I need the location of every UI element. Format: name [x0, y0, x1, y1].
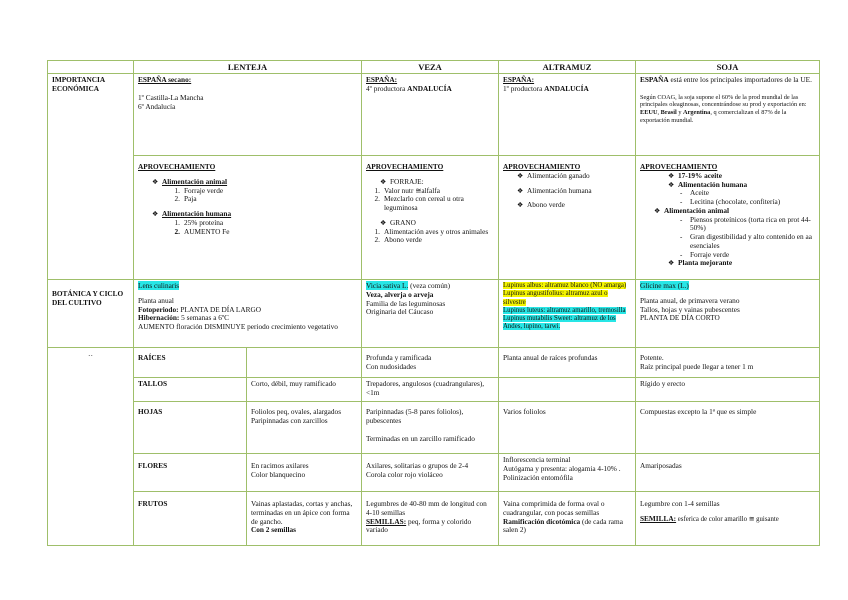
list-item: [138, 228, 357, 237]
cell-line: Autógama y presenta: alogamia 4-10% .: [503, 463, 621, 473]
diamond-bullet-icon: ❖: [654, 206, 661, 215]
cell-line: Rígido y erecto: [640, 379, 685, 389]
list-text: Forraje verde: [184, 185, 224, 195]
lenteja-animal-title: Alimentación animal: [162, 176, 228, 186]
ramificacion-value: (de cada rama salen 2): [503, 516, 623, 535]
list-item: [366, 236, 494, 245]
header-veza: VEZA: [362, 61, 499, 74]
soja-coag-paragraph: [640, 94, 815, 124]
soja-species-name: Glicine max (L.): [640, 281, 689, 291]
flores-lenteja: [247, 454, 362, 492]
frutos-veza: [362, 492, 499, 546]
diamond-bullet-icon: ❖: [517, 171, 524, 180]
list-number: 1.: [374, 226, 380, 236]
altramuz-rank-region: ANDALUCÍA: [544, 83, 589, 93]
soja-sep2: y: [676, 109, 684, 117]
cell-line: Raíz principal puede llegar a tener 1 m: [640, 361, 754, 371]
flores-row: [48, 454, 820, 492]
cell-line: Legumbre con 1-4 semillas: [640, 499, 720, 509]
soja-humana: [640, 181, 815, 190]
list-text: Planta mejorante: [678, 258, 733, 268]
flores-veza: [362, 454, 499, 492]
soja-import-paragraph: [640, 76, 815, 85]
botanica-row: [48, 280, 820, 348]
cell-line: Inflorescencia terminal: [503, 455, 571, 465]
altramuz-species-4: [503, 315, 631, 331]
crop-comparison-table: [47, 60, 820, 546]
altramuz-species-2: [503, 290, 631, 306]
cell-line: Trepadores, angulosos (cuadrangulares), <1m: [366, 379, 485, 397]
diamond-bullet-icon: ❖: [152, 210, 159, 219]
list-text: Alimentación humana: [678, 179, 748, 189]
species-text: Lupinus angustifolius: altramuz azul o silvestre: [503, 290, 608, 306]
raices-lenteja: [247, 348, 362, 378]
list-text: Lecitina (chocolate, confitería): [690, 197, 781, 207]
list-item: [640, 233, 815, 251]
species-text: Lupinus mutabilis Sweet: altramuz de los Andes, lupino, tarwi.: [503, 314, 616, 330]
aprov-soja: [636, 156, 820, 280]
lenteja-rank-2: 6º Andalucía: [138, 101, 176, 111]
frutos-altramuz: [499, 492, 636, 546]
altramuz-species-3: [503, 307, 631, 315]
aprov-veza-title: APROVECHAMIENTO: [366, 162, 444, 172]
soja-eeuu: EEUU: [640, 109, 658, 117]
hojas-label: HOJAS: [134, 402, 247, 454]
list-text: AUMENTO Fe: [184, 226, 230, 236]
aprov-lenteja: [134, 156, 362, 280]
altramuz-rank-text: 1º productora: [503, 83, 545, 93]
header-altramuz: ALTRAMUZ: [499, 61, 636, 74]
lenteja-humana: [138, 210, 357, 219]
diamond-bullet-icon: ❖: [517, 186, 524, 195]
soja-coag-end: , q comercializan el 87% de la exportación mundial.: [640, 109, 787, 124]
importancia-label: IMPORTANCIA ECONÓMICA: [48, 74, 134, 280]
diamond-bullet-icon: ❖: [152, 177, 159, 186]
importancia-row: [48, 74, 820, 156]
list-number: 2.: [174, 226, 180, 236]
list-text: Mezclarlo con cereal u otra leguminosa: [384, 194, 464, 213]
raices-veza: [362, 348, 499, 378]
list-text: Alimentación humana: [527, 185, 592, 195]
botanica-altramuz: [499, 280, 636, 348]
fotoperiodo-value: PLANTA DE DÍA LARGO: [178, 304, 262, 314]
cell-line: Varios foliolos: [503, 407, 546, 417]
veza-common-name: (veza común): [408, 281, 451, 291]
header-row: [48, 61, 820, 74]
list-number: 2.: [174, 194, 180, 204]
list-text: Valor nutr ≅alfalfa: [384, 185, 440, 195]
tallos-soja: [636, 378, 820, 402]
list-text: Alimentación aves y otros animales: [384, 226, 489, 236]
diamond-bullet-icon: ❖: [380, 218, 387, 227]
tallos-altramuz: [499, 378, 636, 402]
list-item: [138, 219, 357, 228]
lenteja-planta-anual: Planta anual: [138, 295, 174, 305]
dash-bullet: -: [680, 250, 683, 259]
header-soja: SOJA: [636, 61, 820, 74]
lenteja-humana-title: Alimentación humana: [162, 209, 232, 219]
hojas-lenteja: [247, 402, 362, 454]
soja-species: [640, 282, 815, 291]
botanica-soja: [636, 280, 820, 348]
aprov-soja-title: APROVECHAMIENTO: [640, 162, 718, 172]
list-item: [138, 187, 357, 196]
diamond-bullet-icon: ❖: [668, 259, 675, 268]
cell-line: Polinización entomófila: [503, 472, 573, 482]
list-text: Gran digestibilidad y alto contenido en aa esenciales: [690, 232, 812, 250]
list-text: Forraje verde: [690, 249, 730, 259]
lenteja-species: [138, 282, 357, 291]
tallos-row: [48, 378, 820, 402]
list-number: 1.: [174, 185, 180, 195]
veza-names: Veza, alverja o arveja: [366, 289, 434, 299]
list-text: Alimentación ganado: [527, 170, 590, 180]
lenteja-semillas: Con 2 semillas: [251, 525, 296, 535]
list-number: 1.: [174, 217, 180, 227]
aprov-veza: [362, 156, 499, 280]
list-text: Aceite: [690, 188, 710, 198]
cell-line: Vaina comprimida de forma oval o cuadrangular, con pocas semillas: [503, 499, 605, 517]
cell-line: Potente.: [640, 353, 664, 363]
lenteja-rank-1: 1º Castilla-La Mancha: [138, 92, 204, 102]
tallos-veza: [362, 378, 499, 402]
veza-espana-title: ESPAÑA:: [366, 75, 398, 85]
list-item: [640, 216, 815, 234]
list-item: [366, 195, 494, 213]
dash-bullet: -: [680, 198, 683, 207]
hojas-soja: [636, 402, 820, 454]
soja-bot-line: Tallos, hojas y vainas pubescentes: [640, 304, 740, 314]
veza-grano-title: GRANO: [390, 217, 416, 227]
diamond-bullet-icon: ❖: [668, 180, 675, 189]
cell-line: Legumbres de 40-80 mm de longitud con 4-10 semillas: [366, 499, 487, 517]
dash-bullet: -: [680, 233, 683, 242]
semillas-value: peq, forma y colorido variado: [366, 516, 472, 535]
cell-line: Profunda y ramificada: [366, 353, 432, 363]
cell-line: Vainas aplastadas, cortas y anchas, terminadas en un ápice con forma de gancho.: [251, 499, 353, 526]
raices-altramuz: [499, 348, 636, 378]
soja-import-text: está entre los principales importadores de la UE.: [668, 75, 812, 85]
cell-line: Amariposadas: [640, 461, 682, 471]
cell-line: Con nudosidades: [366, 361, 417, 371]
frutos-row: [48, 492, 820, 546]
altramuz-rank: [503, 85, 631, 94]
cell-line: Corto, débil, muy ramificado: [251, 379, 336, 389]
soja-bot-line: Planta anual, de primavera verano: [640, 295, 740, 305]
botanica-veza: [362, 280, 499, 348]
veza-forraje-title: FORRAJE:: [390, 176, 424, 186]
diamond-bullet-icon: ❖: [517, 201, 524, 210]
cell-line: Compuestas excepto la 1ª que es simple: [640, 407, 757, 417]
species-text: Lupinus albus: altramuz blanco (NO amarga): [503, 282, 627, 290]
soja-planta: [640, 259, 815, 268]
lenteja-animal: [138, 178, 357, 187]
cell-line: Axilares, solitarias o grupos de 2-4: [366, 461, 469, 471]
altramuz-ramificacion: [503, 518, 631, 536]
frutos-soja: [636, 492, 820, 546]
semilla-label: SEMILLA:: [640, 513, 677, 523]
lenteja-espana-title: ESPAÑA secano:: [138, 75, 192, 85]
list-text: 25% proteína: [184, 217, 224, 227]
botanica-label: BOTÁNICA Y CICLO DEL CULTIVO: [48, 280, 134, 348]
importancia-soja: [636, 74, 820, 156]
list-text: Paja: [184, 194, 197, 204]
altramuz-espana-title: ESPAÑA:: [503, 75, 535, 85]
cell-line: En racimos axilares: [251, 461, 309, 471]
cell-line: Planta anual de raíces profundas: [503, 353, 598, 363]
veza-rank: [366, 85, 494, 94]
tallos-lenteja: [247, 378, 362, 402]
raices-soja: [636, 348, 820, 378]
species-text: Lupinus luteus: altramuz amarillo, tremosilla: [503, 306, 626, 314]
veza-semillas: [366, 518, 494, 536]
list-text: 17-19% aceite: [678, 170, 722, 180]
raices-row: [48, 348, 820, 378]
list-text: Abono verde: [384, 235, 422, 245]
list-item: [138, 195, 357, 204]
veza-species-name: Vicia sativa L.: [366, 281, 409, 291]
aprov-altramuz-title: APROVECHAMIENTO: [503, 162, 581, 172]
frutos-label: FRUTOS: [134, 492, 247, 546]
semillas-label: SEMILLAS:: [366, 516, 407, 526]
list-item: [503, 201, 631, 210]
hojas-veza: [362, 402, 499, 454]
flores-label: FLORES: [134, 454, 247, 492]
semilla-value: esferica de color amarillo ≅ guisante: [676, 515, 779, 523]
soja-bot-line: PLANTA DE DÍA CORTO: [640, 313, 720, 323]
altramuz-species-1: [503, 282, 631, 290]
cell-line: Foliolos peq, ovales, alargados: [251, 407, 342, 417]
cell-line: Corola color rojo violáceo: [366, 469, 443, 479]
flores-soja: [636, 454, 820, 492]
soja-brasil: Brasil: [660, 109, 677, 117]
list-item: [503, 187, 631, 196]
header-lenteja: LENTEJA: [134, 61, 362, 74]
importancia-altramuz: [499, 74, 636, 156]
list-text: Abono verde: [527, 200, 565, 210]
lenteja-floracion: AUMENTO floración DISMINUYE periodo crecimiento vegetativo: [138, 322, 338, 332]
dash-bullet: -: [680, 189, 683, 198]
raices-label: RAÍCES: [134, 348, 247, 378]
aprov-altramuz: [499, 156, 636, 280]
soja-sep1: ,: [657, 109, 661, 117]
header-empty: [48, 61, 134, 74]
diamond-bullet-icon: ❖: [668, 171, 675, 180]
importancia-veza: [362, 74, 499, 156]
importancia-lenteja: [134, 74, 362, 156]
cell-line: Paripinnadas (5-8 pares foliolos), pubescentes: [366, 407, 464, 425]
soja-argentina: Argentina: [683, 109, 711, 117]
aprovechamiento-row: [48, 156, 820, 280]
soja-semilla: [640, 515, 815, 524]
organs-mark: ``: [48, 348, 134, 546]
dash-bullet: -: [680, 215, 683, 224]
tallos-label: TALLOS: [134, 378, 247, 402]
hibernacion-label: Hibernación:: [138, 313, 180, 323]
hibernacion-value: 5 semanas a 6ºC: [179, 313, 230, 323]
list-text: Piensos proteínicos (torta rica en prot 44-50%): [690, 214, 811, 233]
soja-espana: ESPAÑA: [640, 75, 669, 85]
diamond-bullet-icon: ❖: [380, 177, 387, 186]
botanica-lenteja: [134, 280, 362, 348]
list-item: [503, 172, 631, 181]
veza-origen: Originaria del Cáucaso: [366, 307, 434, 317]
cell-line: Terminadas en un zarcillo ramificado: [366, 433, 475, 443]
ramificacion-label: Ramificación dicotómica: [503, 516, 581, 526]
veza-rank-region: ANDALUCÍA: [407, 83, 452, 93]
list-number: 2.: [374, 235, 380, 245]
frutos-lenteja: [247, 492, 362, 546]
lenteja-species-name: Lens culinaris: [138, 281, 180, 291]
hojas-altramuz: [499, 402, 636, 454]
soja-coag-text: Según COAG, la soja supone el 60% de la prod mundial de las principales oleaginosas, concentrándose su prod y exportación en:: [640, 93, 807, 109]
hojas-row: [48, 402, 820, 454]
list-text: Alimentación animal: [664, 205, 730, 215]
flores-altramuz: [499, 454, 636, 492]
list-number: 2.: [374, 194, 380, 204]
cell-line: Color blanquecino: [251, 469, 306, 479]
fotoperiodo-label: Fotoperiodo:: [138, 304, 179, 314]
cell-line: Paripinnadas con zarcillos: [251, 415, 328, 425]
veza-rank-text: 4º productora: [366, 83, 408, 93]
aprov-lenteja-title: APROVECHAMIENTO: [138, 162, 216, 172]
veza-familia: Familia de las leguminosas: [366, 298, 446, 308]
list-number: 1.: [374, 185, 380, 195]
